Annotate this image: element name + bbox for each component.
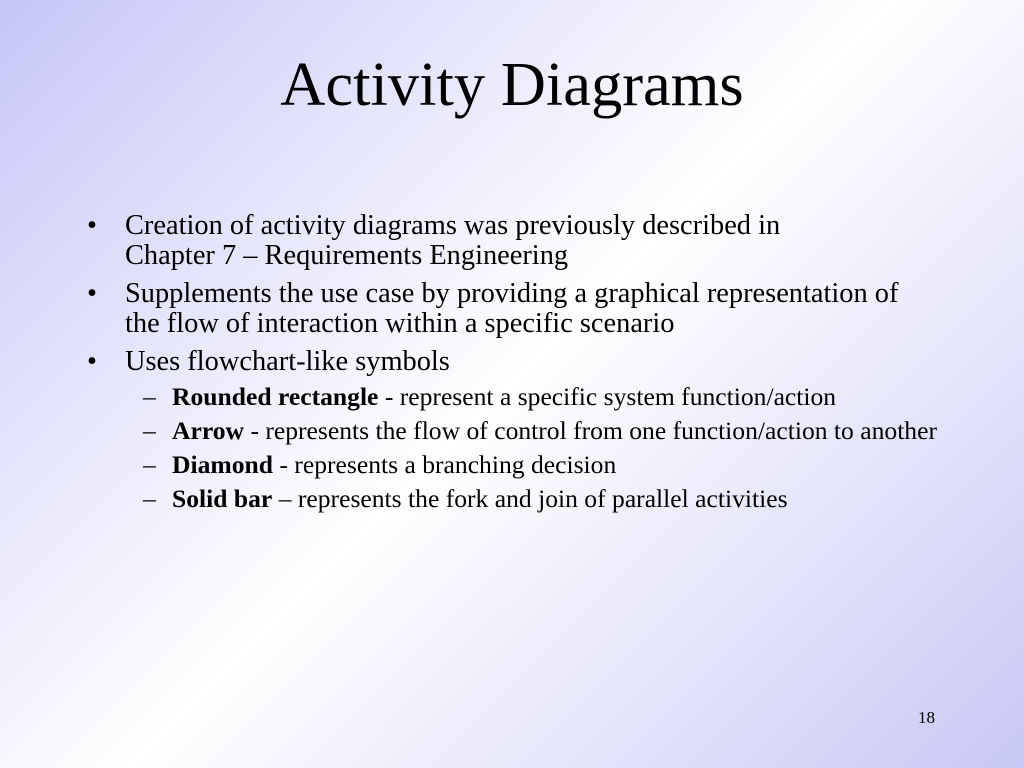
sub-bullet-marker: – <box>143 382 156 411</box>
sub-bullet-list <box>125 383 1024 513</box>
sub-bullet-marker: – <box>143 416 156 445</box>
sub-bullet-item <box>125 417 1024 445</box>
sub-bullet-item <box>125 451 1024 479</box>
bullet-list <box>0 211 1024 513</box>
bullet-text-line: the flow of interaction within a specific scenario <box>125 308 675 339</box>
sub-bullet-term: Solid bar <box>172 484 273 513</box>
page-number: 18 <box>918 708 935 727</box>
sub-bullet-description: - represent a specific system function/action <box>384 382 837 411</box>
sub-bullet-term: Rounded rectangle <box>172 382 379 411</box>
sub-bullet-description: - represents the flow of control from one function/action to another <box>250 416 937 445</box>
slide-title: Activity Diagrams <box>280 49 744 119</box>
bullet-text-line: Supplements the use case by providing a graphical representation of <box>125 278 899 309</box>
sub-bullet-description: - represents a branching decision <box>279 450 617 479</box>
bullet-item <box>0 211 1024 271</box>
sub-bullet-term: Arrow <box>172 416 245 445</box>
bullet-marker: • <box>87 278 97 309</box>
bullet-text-line: Uses flowchart-like symbols <box>125 346 450 377</box>
sub-bullet-term: Diamond <box>172 450 273 479</box>
bullet-text-line: Creation of activity diagrams was previously described in <box>125 210 781 241</box>
bullet-marker: • <box>87 346 97 377</box>
bullet-item <box>0 279 1024 339</box>
bullet-marker: • <box>87 210 97 241</box>
sub-bullet-description: – represents the fork and join of parallel activities <box>278 484 788 513</box>
bullet-text-line: Chapter 7 – Requirements Engineering <box>125 240 569 271</box>
sub-bullet-item <box>125 485 1024 513</box>
sub-bullet-item <box>125 383 1024 411</box>
sub-bullet-marker: – <box>143 484 156 513</box>
sub-bullet-marker: – <box>143 450 156 479</box>
bullet-item <box>0 347 1024 513</box>
